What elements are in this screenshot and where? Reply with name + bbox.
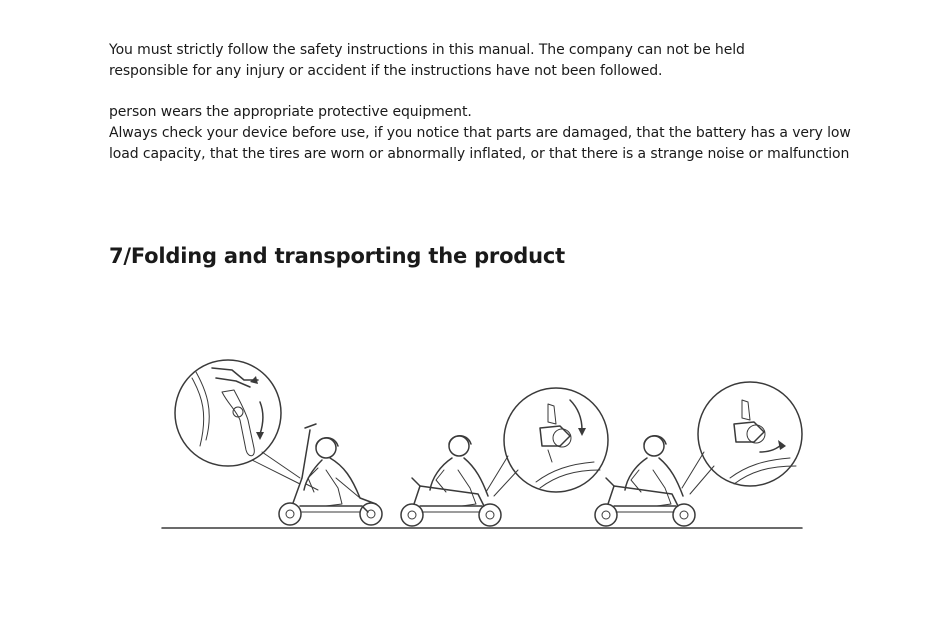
zoom-circle-fold: [504, 388, 608, 492]
step-2-fold-stem: [401, 388, 608, 526]
safety-text-line: Always check your device before use, if you notice that parts are damaged, that the battery has a very low: [109, 125, 851, 141]
step-1-release-lever: [175, 360, 382, 525]
zoom-circle-lever: [175, 360, 281, 466]
zoom-circle-lock: [698, 382, 802, 486]
step-3-lock-hook: [595, 382, 802, 526]
scooter-folding: [401, 478, 501, 526]
safety-text-line: person wears the appropriate protective equipment.: [109, 104, 472, 120]
person-kneeling: [304, 438, 376, 506]
scooter-folded: [595, 478, 695, 526]
safety-text-line: load capacity, that the tires are worn or abnormally inflated, or that there is a strange noise or malfunction: [109, 146, 850, 162]
section-heading: 7/Folding and transporting the product: [109, 244, 565, 268]
person-locking: [625, 436, 683, 506]
safety-text-line: You must strictly follow the safety instructions in this manual. The company can not be held: [109, 42, 745, 58]
safety-text-line: responsible for any injury or accident if the instructions have not been followed.: [109, 63, 663, 79]
